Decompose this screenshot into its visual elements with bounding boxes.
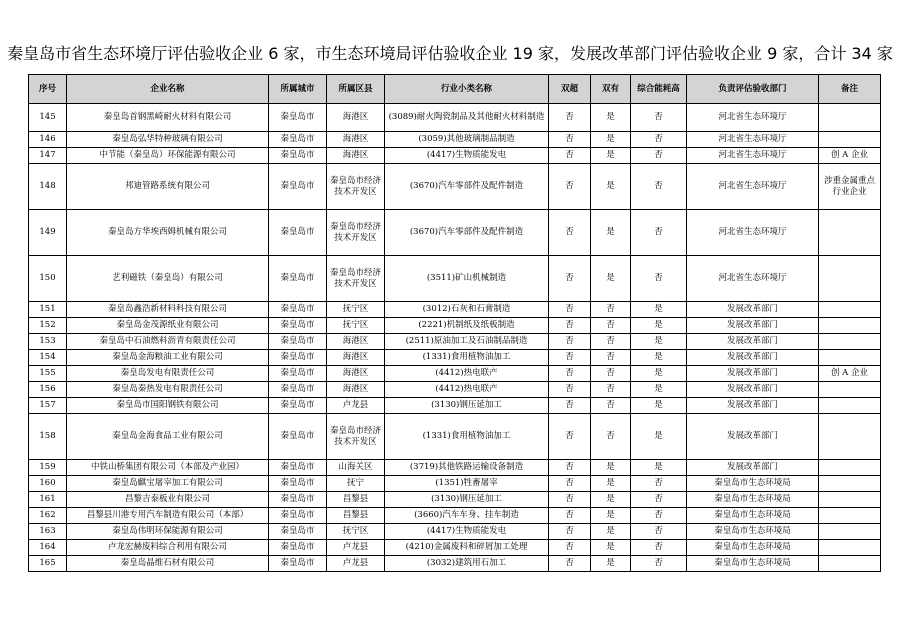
cell-energy: 否	[631, 256, 687, 302]
cell-double-toxic: 否	[591, 414, 631, 460]
table-row	[29, 318, 881, 334]
cell-department: 秦皇岛市生态环境局	[687, 476, 819, 492]
cell-city: 秦皇岛市	[269, 164, 327, 210]
cell-district: 卢龙县	[327, 556, 385, 572]
table-row	[29, 366, 881, 382]
cell-department: 河北省生态环境厅	[687, 256, 819, 302]
cell-company: 秦皇岛首钢黑崎耐火材料有限公司	[67, 104, 269, 132]
cell-double-exceed: 否	[549, 382, 591, 398]
cell-company: 邦迪管路系统有限公司	[67, 164, 269, 210]
cell-energy: 否	[631, 210, 687, 256]
cell-city: 秦皇岛市	[269, 508, 327, 524]
header-industry: 行业小类名称	[385, 75, 549, 104]
cell-double-exceed: 否	[549, 524, 591, 540]
cell-company: 秦皇岛金茂源纸业有限公司	[67, 318, 269, 334]
cell-seq: 146	[29, 132, 67, 148]
table-row	[29, 350, 881, 366]
cell-industry: (4210)金属废料和碎屑加工处理	[385, 540, 549, 556]
cell-department: 发展改革部门	[687, 460, 819, 476]
cell-department: 河北省生态环境厅	[687, 132, 819, 148]
cell-industry: (4417)生物质能发电	[385, 524, 549, 540]
cell-city: 秦皇岛市	[269, 350, 327, 366]
cell-department: 发展改革部门	[687, 414, 819, 460]
cell-double-toxic: 是	[591, 460, 631, 476]
cell-energy: 否	[631, 524, 687, 540]
cell-city: 秦皇岛市	[269, 210, 327, 256]
cell-energy: 是	[631, 460, 687, 476]
cell-energy: 是	[631, 382, 687, 398]
header-double-exceed: 双超	[549, 75, 591, 104]
header-seq: 序号	[29, 75, 67, 104]
cell-seq: 145	[29, 104, 67, 132]
cell-double-toxic: 否	[591, 334, 631, 350]
cell-company: 中铁山桥集团有限公司（本部及产业园）	[67, 460, 269, 476]
cell-district: 海港区	[327, 350, 385, 366]
cell-double-exceed: 否	[549, 104, 591, 132]
cell-double-exceed: 否	[549, 256, 591, 302]
cell-seq: 151	[29, 302, 67, 318]
cell-district: 秦皇岛市经济技术开发区	[327, 164, 385, 210]
cell-city: 秦皇岛市	[269, 524, 327, 540]
cell-remarks: 创 A 企业	[819, 148, 881, 164]
cell-double-toxic: 是	[591, 492, 631, 508]
cell-double-toxic: 否	[591, 302, 631, 318]
cell-city: 秦皇岛市	[269, 476, 327, 492]
cell-city: 秦皇岛市	[269, 256, 327, 302]
cell-industry: (3660)汽车车身、挂车制造	[385, 508, 549, 524]
cell-industry: (4412)热电联产	[385, 366, 549, 382]
cell-seq: 164	[29, 540, 67, 556]
cell-remarks	[819, 524, 881, 540]
table-row	[29, 132, 881, 148]
cell-energy: 是	[631, 350, 687, 366]
cell-city: 秦皇岛市	[269, 382, 327, 398]
cell-industry: (4412)热电联产	[385, 382, 549, 398]
cell-double-exceed: 否	[549, 556, 591, 572]
cell-remarks	[819, 256, 881, 302]
cell-double-exceed: 否	[549, 350, 591, 366]
cell-department: 秦皇岛市生态环境局	[687, 508, 819, 524]
cell-company: 昌黎吉泰板业有限公司	[67, 492, 269, 508]
cell-company: 秦皇岛鑫浩新材料科技有限公司	[67, 302, 269, 318]
cell-remarks	[819, 476, 881, 492]
cell-remarks	[819, 398, 881, 414]
cell-industry: (1331)食用植物油加工	[385, 414, 549, 460]
cell-department: 秦皇岛市生态环境局	[687, 540, 819, 556]
cell-double-toxic: 是	[591, 132, 631, 148]
cell-industry: (3719)其他铁路运输设备制造	[385, 460, 549, 476]
cell-district: 海港区	[327, 366, 385, 382]
cell-double-toxic: 是	[591, 540, 631, 556]
cell-district: 秦皇岛市经济技术开发区	[327, 256, 385, 302]
cell-city: 秦皇岛市	[269, 132, 327, 148]
cell-company: 卢龙宏赫废料综合利用有限公司	[67, 540, 269, 556]
cell-remarks: 涉重金属重点行业企业	[819, 164, 881, 210]
cell-double-toxic: 是	[591, 508, 631, 524]
table-row	[29, 210, 881, 256]
cell-company: 秦皇岛秦热发电有限责任公司	[67, 382, 269, 398]
cell-district: 海港区	[327, 132, 385, 148]
cell-seq: 157	[29, 398, 67, 414]
table-row	[29, 164, 881, 210]
cell-industry: (3130)钢压延加工	[385, 398, 549, 414]
cell-double-toxic: 否	[591, 398, 631, 414]
table-row	[29, 302, 881, 318]
cell-double-exceed: 否	[549, 334, 591, 350]
cell-remarks	[819, 334, 881, 350]
cell-city: 秦皇岛市	[269, 318, 327, 334]
cell-seq: 163	[29, 524, 67, 540]
cell-city: 秦皇岛市	[269, 492, 327, 508]
cell-company: 秦皇岛中石油燃料沥青有限责任公司	[67, 334, 269, 350]
header-department: 负责评估验收部门	[687, 75, 819, 104]
cell-department: 河北省生态环境厅	[687, 164, 819, 210]
cell-energy: 否	[631, 540, 687, 556]
cell-double-toxic: 是	[591, 256, 631, 302]
cell-double-exceed: 否	[549, 508, 591, 524]
cell-remarks	[819, 382, 881, 398]
cell-department: 发展改革部门	[687, 302, 819, 318]
cell-energy: 是	[631, 334, 687, 350]
cell-district: 秦皇岛市经济技术开发区	[327, 210, 385, 256]
cell-energy: 是	[631, 398, 687, 414]
cell-remarks	[819, 556, 881, 572]
cell-district: 海港区	[327, 148, 385, 164]
cell-energy: 是	[631, 318, 687, 334]
cell-double-toxic: 是	[591, 556, 631, 572]
table-row	[29, 148, 881, 164]
cell-company: 中节能（秦皇岛）环保能源有限公司	[67, 148, 269, 164]
header-city: 所属城市	[269, 75, 327, 104]
cell-seq: 161	[29, 492, 67, 508]
cell-district: 抚宁区	[327, 524, 385, 540]
cell-remarks	[819, 104, 881, 132]
cell-double-exceed: 否	[549, 540, 591, 556]
cell-district: 海港区	[327, 334, 385, 350]
cell-remarks	[819, 540, 881, 556]
cell-city: 秦皇岛市	[269, 460, 327, 476]
cell-district: 昌黎县	[327, 508, 385, 524]
cell-industry: (3032)建筑用石加工	[385, 556, 549, 572]
cell-company: 秦皇岛方华埃西姆机械有限公司	[67, 210, 269, 256]
cell-double-toxic: 是	[591, 476, 631, 492]
cell-city: 秦皇岛市	[269, 104, 327, 132]
cell-double-exceed: 否	[549, 460, 591, 476]
cell-seq: 150	[29, 256, 67, 302]
table-body	[29, 104, 881, 572]
cell-seq: 162	[29, 508, 67, 524]
cell-industry: (1351)牲畜屠宰	[385, 476, 549, 492]
cell-industry: (3012)石灰和石膏制造	[385, 302, 549, 318]
cell-district: 秦皇岛市经济技术开发区	[327, 414, 385, 460]
cell-district: 卢龙县	[327, 398, 385, 414]
cell-company: 秦皇岛伟明环保能源有限公司	[67, 524, 269, 540]
cell-double-exceed: 否	[549, 318, 591, 334]
cell-department: 发展改革部门	[687, 382, 819, 398]
cell-energy: 否	[631, 476, 687, 492]
cell-industry: (2221)机制纸及纸板制造	[385, 318, 549, 334]
cell-double-exceed: 否	[549, 398, 591, 414]
cell-seq: 155	[29, 366, 67, 382]
cell-seq: 154	[29, 350, 67, 366]
cell-city: 秦皇岛市	[269, 540, 327, 556]
cell-company: 昌黎县川港专用汽车制造有限公司（本部）	[67, 508, 269, 524]
cell-industry: (4417)生物质能发电	[385, 148, 549, 164]
cell-department: 河北省生态环境厅	[687, 148, 819, 164]
cell-industry: (2511)原油加工及石油制品制造	[385, 334, 549, 350]
table-row	[29, 104, 881, 132]
table-row	[29, 382, 881, 398]
header-remarks: 备注	[819, 75, 881, 104]
cell-double-exceed: 否	[549, 148, 591, 164]
cell-remarks	[819, 492, 881, 508]
cell-remarks	[819, 318, 881, 334]
cell-double-toxic: 是	[591, 164, 631, 210]
cell-double-exceed: 否	[549, 476, 591, 492]
cell-double-exceed: 否	[549, 302, 591, 318]
cell-seq: 149	[29, 210, 67, 256]
cell-remarks	[819, 132, 881, 148]
cell-industry: (3511)矿山机械制造	[385, 256, 549, 302]
cell-company: 秦皇岛市国阳钢铁有限公司	[67, 398, 269, 414]
cell-district: 海港区	[327, 104, 385, 132]
cell-district: 山海关区	[327, 460, 385, 476]
table-row	[29, 556, 881, 572]
cell-city: 秦皇岛市	[269, 398, 327, 414]
cell-company: 秦皇岛金海食品工业有限公司	[67, 414, 269, 460]
cell-remarks: 创 A 企业	[819, 366, 881, 382]
cell-remarks	[819, 508, 881, 524]
cell-remarks	[819, 350, 881, 366]
cell-department: 发展改革部门	[687, 318, 819, 334]
cell-double-exceed: 否	[549, 210, 591, 256]
cell-city: 秦皇岛市	[269, 414, 327, 460]
cell-company: 艺利磁铁（秦皇岛）有限公司	[67, 256, 269, 302]
cell-department: 河北省生态环境厅	[687, 210, 819, 256]
cell-double-toxic: 否	[591, 382, 631, 398]
cell-seq: 165	[29, 556, 67, 572]
cell-city: 秦皇岛市	[269, 366, 327, 382]
cell-remarks	[819, 302, 881, 318]
cell-seq: 159	[29, 460, 67, 476]
cell-double-toxic: 是	[591, 210, 631, 256]
cell-district: 海港区	[327, 382, 385, 398]
cell-industry: (3059)其他玻璃制品制造	[385, 132, 549, 148]
cell-seq: 147	[29, 148, 67, 164]
cell-city: 秦皇岛市	[269, 334, 327, 350]
cell-seq: 160	[29, 476, 67, 492]
table-row	[29, 492, 881, 508]
cell-department: 秦皇岛市生态环境局	[687, 556, 819, 572]
cell-energy: 否	[631, 556, 687, 572]
cell-energy: 是	[631, 366, 687, 382]
cell-department: 发展改革部门	[687, 398, 819, 414]
cell-double-toxic: 是	[591, 104, 631, 132]
cell-district: 抚宁	[327, 476, 385, 492]
cell-city: 秦皇岛市	[269, 556, 327, 572]
cell-double-toxic: 否	[591, 350, 631, 366]
cell-energy: 否	[631, 148, 687, 164]
cell-seq: 148	[29, 164, 67, 210]
cell-double-toxic: 是	[591, 148, 631, 164]
cell-department: 发展改革部门	[687, 366, 819, 382]
cell-district: 抚宁区	[327, 318, 385, 334]
cell-seq: 158	[29, 414, 67, 460]
table-row	[29, 256, 881, 302]
cell-energy: 否	[631, 104, 687, 132]
cell-energy: 否	[631, 132, 687, 148]
cell-double-exceed: 否	[549, 366, 591, 382]
cell-seq: 152	[29, 318, 67, 334]
cell-city: 秦皇岛市	[269, 148, 327, 164]
cell-double-toxic: 否	[591, 318, 631, 334]
cell-district: 卢龙县	[327, 540, 385, 556]
cell-industry: (1331)食用植物油加工	[385, 350, 549, 366]
cell-company: 秦皇岛麒宝屠宰加工有限公司	[67, 476, 269, 492]
cell-department: 河北省生态环境厅	[687, 104, 819, 132]
table-row	[29, 508, 881, 524]
cell-seq: 153	[29, 334, 67, 350]
enterprise-table	[28, 74, 881, 572]
cell-double-exceed: 否	[549, 414, 591, 460]
header-energy: 综合能耗高	[631, 75, 687, 104]
cell-energy: 是	[631, 414, 687, 460]
cell-department: 发展改革部门	[687, 334, 819, 350]
cell-company: 秦皇岛晶维石材有限公司	[67, 556, 269, 572]
table-row	[29, 460, 881, 476]
cell-energy: 否	[631, 492, 687, 508]
table-row	[29, 476, 881, 492]
cell-double-exceed: 否	[549, 164, 591, 210]
cell-seq: 156	[29, 382, 67, 398]
cell-double-toxic: 是	[591, 524, 631, 540]
table-row	[29, 414, 881, 460]
cell-company: 秦皇岛弘华特种玻璃有限公司	[67, 132, 269, 148]
cell-remarks	[819, 414, 881, 460]
cell-industry: (3670)汽车零部件及配件制造	[385, 164, 549, 210]
cell-double-toxic: 否	[591, 366, 631, 382]
cell-company: 秦皇岛发电有限责任公司	[67, 366, 269, 382]
cell-industry: (3130)钢压延加工	[385, 492, 549, 508]
cell-double-exceed: 否	[549, 492, 591, 508]
cell-department: 发展改革部门	[687, 350, 819, 366]
cell-double-exceed: 否	[549, 132, 591, 148]
cell-energy: 否	[631, 508, 687, 524]
cell-district: 昌黎县	[327, 492, 385, 508]
header-district: 所属区县	[327, 75, 385, 104]
cell-energy: 是	[631, 302, 687, 318]
cell-city: 秦皇岛市	[269, 302, 327, 318]
header-company: 企业名称	[67, 75, 269, 104]
table-row	[29, 540, 881, 556]
page-title: 秦皇岛市省生态环境厅评估验收企业 6 家，市生态环境局评估验收企业 19 家，发展改革部门评估验收企业 9 家，合计 34 家	[7, 44, 893, 63]
table-row	[29, 524, 881, 540]
cell-energy: 否	[631, 164, 687, 210]
table-row	[29, 398, 881, 414]
cell-district: 抚宁区	[327, 302, 385, 318]
table-row	[29, 334, 881, 350]
header-double-toxic: 双有	[591, 75, 631, 104]
cell-company: 秦皇岛金海粮油工业有限公司	[67, 350, 269, 366]
cell-department: 秦皇岛市生态环境局	[687, 492, 819, 508]
cell-remarks	[819, 460, 881, 476]
cell-department: 秦皇岛市生态环境局	[687, 524, 819, 540]
header-row	[29, 75, 881, 104]
cell-industry: (3089)耐火陶瓷制品及其他耐火材料制造	[385, 104, 549, 132]
cell-remarks	[819, 210, 881, 256]
cell-industry: (3670)汽车零部件及配件制造	[385, 210, 549, 256]
